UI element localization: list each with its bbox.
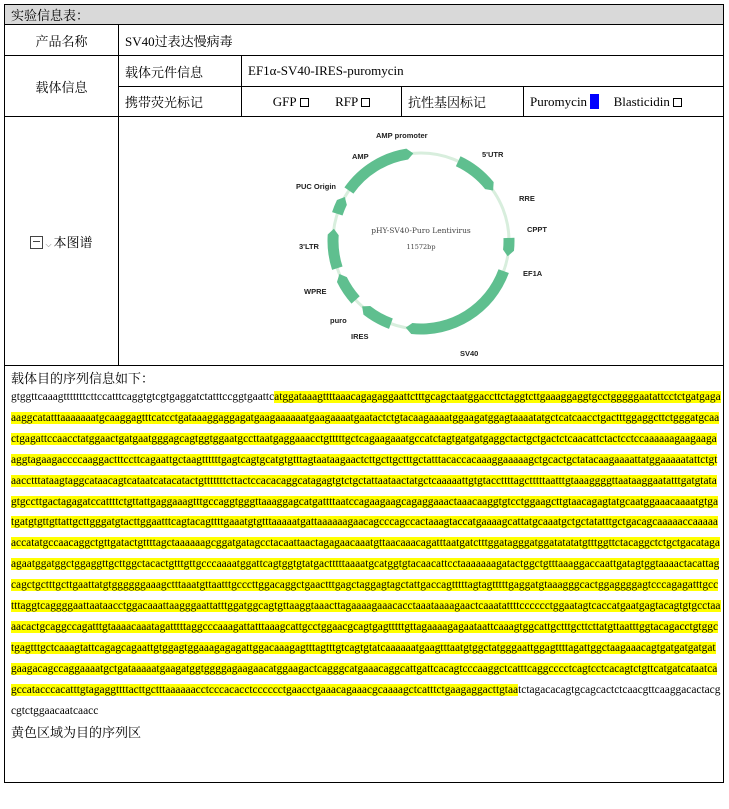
product-label: 产品名称 [5,25,119,56]
feature-cppt: CPPT [527,225,548,234]
blasticidin-option[interactable]: Blasticidin [614,94,682,109]
feature-wpre: WPRE [304,287,327,296]
sequence-cell [5,366,724,783]
puromycin-option[interactable]: Puromycin [530,94,599,109]
rfp-checkbox[interactable] [361,98,370,107]
gfp-checkbox[interactable] [300,98,309,107]
feature-amp-promoter: AMP promoter [376,131,428,140]
arc-wpre [328,229,343,270]
sequence-prefix: gtggttcaaagtttttttcttccatttcaggtgtcgtgaggatctatttccggtgaattc [11,391,275,403]
map-label-cell [5,117,119,366]
info-sheet [4,4,723,803]
vector-label: 载体信息 [5,56,119,117]
arc-3ltr [332,197,347,216]
resistance-options [524,87,724,117]
product-value[interactable]: SV40过表达慢病毒 [119,25,724,56]
blasticidin-checkbox[interactable] [673,98,682,107]
arc-puro [337,274,360,304]
puromycin-checkbox-checked[interactable] [590,94,599,109]
info-table [4,4,724,783]
sheet-title: 实验信息表： [5,5,724,25]
feature-ires: IRES [351,332,369,341]
image-placeholder-icon[interactable] [30,236,43,249]
gfp-option[interactable]: GFP [273,94,309,109]
feature-ef1a: EF1A [523,269,543,278]
arc-5utr [456,156,494,190]
highlight-note: 黄色区域为目的序列区 [11,725,142,741]
feature-3ltr: 3'LTR [299,242,319,251]
feature-rre: RRE [519,194,535,203]
feature-amp: AMP [352,152,369,161]
feature-sv40: SV40 [460,349,479,358]
feature-puro: puro [330,316,347,325]
feature-puc-origin: PUC Origin [296,182,337,191]
arc-cppt [503,238,514,257]
rfp-option[interactable]: RFP [335,94,370,109]
fluor-label: 携带荧光标记 [119,87,242,117]
target-sequence: atggataaagttttaaacagagaggaattctttgcagctaatggaccttctaggtcttgaaaggaggtgcctgggggaatattcctctgatgagaaaggcatatttaaaaaaatgcaaggagtttcatcctgataaaggaggagatgaagaaaaaatgaagaaaatgaatactctgtacaagaaaatggaagatggagtaaaatatgctcatcaacctgactttggaggcttctgggatgcaactgagattccaacctatggaactgatgaatgggagcagtggtggaatgccttaatgaggaaacctgtttttgctcagaagaaatgccatctagtgatgatgaggctactgctgactctcaacattctactcctccaaaaaagaagaagaaggtagaagaccccaaggactttccttcagaattgctaagttttttgagtcagtgcatgtgtttagtaataagaactcttgcttgctttgctatttacaccacaaaggaaaaagctgcactgctatacaagaaaattatggaaaaatattctgtaacctttataagtaggcataacagtcataatcatacatactgtttttttcttactccacacaggcatagagtgtctgctattaataactatgctcaaaaattgtgtaccttttagctttttaatttgtaaaggggttaataaggaatatttgatgtatagtgccttgactagagatccattttctgttattgaggaaagtttgccaggtgggttaaaggagcatgattttaatccagaagaagcagaggaaactaaacaaggtgtcctggaagcttgtaacagagtatgcaatggaaacaaaatgtgatgatgtgttgttattgcttgggatgtacttggaatttcagtacagttttgaaatgtgtttaaaaatgattaaaaaagaacagcccagccactaaagtaccatgaaaagcattatgcaaatgctgctatatttgctgacagcaaaaaccaaaaaaccatatgccaacaggctgttgatactgttttagctaaaaaagcggatgatagcctacaattaactagagaacaaatgttaacaaacagatttaatgatctttggatagggatggatatatatgtttggttctacaggctctgctgacatagaagaatggatggctggaggttgcttggctacactgtttgttgcccaaaatggattcagtggtgtatgactttttaaaatgcatggtgtacaacattcctaaaaaaagatactggctgtttaaaggaccaattgatagtggtaaaactacattagcagctgctttgcttgaattatgtggggggaaagctttaaatgttaatttgcccttggacaggctgaactttgagctaggagtagctattgaccagtttttagtagtttttgaggatgtaaagggcactggaggggagtcccagagatttgcctttaggtcaggggaattaataacctggacaaattaagggaattatttggatggcagtgttaaggtaaacttagaaaagaaacacctaaataaaagaactcaaatattttcccccctggaatagtcaccatgaatgagtacagtgtgcctaaaacactgcaggccagatttgtaaaacaaatagatttttaggcccaaagattatttaaagcattgcctggaacgcagtgagtttttgttagaaaagagaataattcaaagtggcattgctttgcttcttatgttaatttggtacagacctgtggctgagtttgctcaaagtattcagagcagaattgtggagtggaaagagagattggacaaagagtttagtttgtcagtgtatcaaaaaatgaagtttaatgtggctatgggaattggagttttagattggctaagaaacagtgatgatgatgatgaagacagccaggaaaatgctgataaaaatgaagatggtggggagaagaacatggaagactcagggcatgaaacaggcattgattcacagtcccaaggctcatttcaggcccctcagtcctcacagtctgttcatgatcataatcagccatacccacatttgtagaggttttacttgctttaaaaaacctcccacacctcccccctgaacctgaaacagaaacgcaaaagctcatttctgaagaggacttgtaa [11,391,721,696]
fluor-options [242,87,402,117]
arc-ef1a-sv40 [406,269,509,334]
feature-5utr: 5'UTR [482,150,504,159]
plasmid-name: pHY-SV40-Puro Lentivirus [371,226,471,235]
sequence-suffix: tctagacacagtgcagcactctcaacgttcaaggacactacgcgtctggaacaatcaacc [11,683,721,717]
resistance-label: 抗性基因标记 [402,87,524,117]
vector-element-value[interactable]: EF1α-SV40-IRES-puromycin [242,56,724,87]
plasmid-map [276,121,566,361]
plasmid-size: 11572bp [406,243,436,251]
sequence-header: 载体目的序列信息如下： [11,372,155,387]
plasmid-map-cell [119,117,724,366]
sequence-text[interactable] [5,387,723,722]
map-label: 本图谱 [53,235,93,251]
dropdown-chevron-icon[interactable]: ⌵ [45,239,52,249]
arc-ires [362,306,393,329]
vector-element-label: 载体元件信息 [119,56,242,87]
